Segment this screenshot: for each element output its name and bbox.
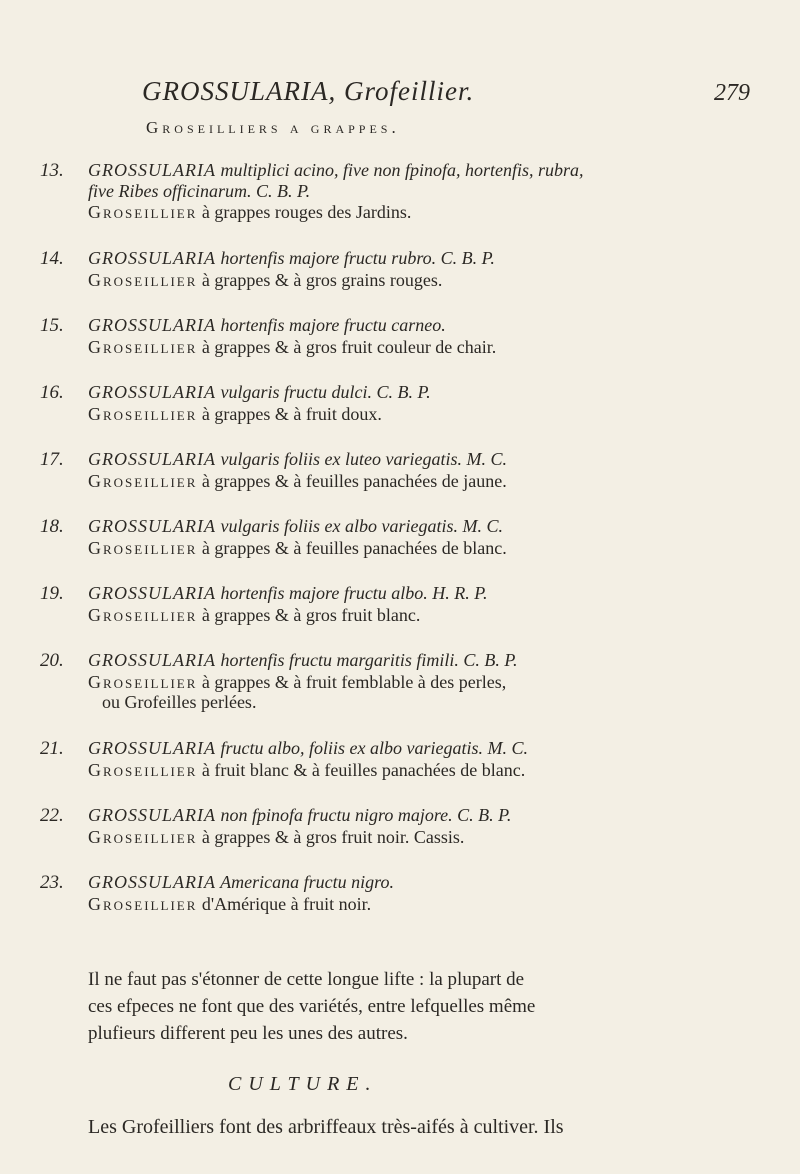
entry-list	[40, 160, 780, 939]
french-caps: Groseillier	[88, 270, 198, 290]
latin-genus: GROSSULARIA	[88, 805, 216, 825]
french-caps: Groseillier	[88, 538, 198, 558]
french-name	[88, 202, 778, 222]
french-name	[88, 471, 778, 491]
latin-description: hortenfis majore fructu albo. H. R. P.	[220, 583, 488, 603]
latin-name	[88, 738, 778, 758]
latin-name	[88, 650, 778, 670]
latin-name	[88, 160, 778, 180]
french-caps: Groseillier	[88, 337, 198, 357]
page-number: 279	[714, 80, 750, 106]
latin-description: hortenfis majore fructu rubro. C. B. P.	[220, 248, 495, 268]
latin-genus: GROSSULARIA	[88, 583, 216, 603]
entry-15	[40, 315, 780, 382]
latin-description: multiplici acino, five non fpinofa, hortenfis, rubra,	[220, 160, 584, 180]
french-description: à grappes & à gros fruit blanc.	[201, 605, 421, 625]
latin-genus: GROSSULARIA	[88, 160, 216, 180]
latin-name-cont: five Ribes officinarum. C. B. P.	[88, 181, 311, 201]
entry-number: 13.	[40, 160, 64, 181]
french-name	[88, 337, 778, 357]
latin-description: vulgaris fructu dulci. C. B. P.	[220, 382, 431, 402]
french-name	[88, 672, 778, 692]
latin-description: non fpinofa fructu nigro majore. C. B. P.	[220, 805, 512, 825]
entry-17	[40, 449, 780, 516]
latin-name	[88, 315, 778, 335]
entry-19	[40, 583, 780, 650]
latin-name	[88, 583, 778, 603]
entry-number: 17.	[40, 449, 64, 470]
entry-21	[40, 738, 780, 805]
latin-genus: GROSSULARIA	[88, 738, 216, 758]
entry-number: 15.	[40, 315, 64, 336]
section-title: Groseilliers a grappes.	[146, 118, 400, 137]
entry-18	[40, 516, 780, 583]
latin-description: Americana fructu nigro.	[220, 872, 394, 892]
french-name	[88, 538, 778, 558]
latin-description: hortenfis fructu margaritis fimili. C. B. P.	[220, 650, 518, 670]
entry-number: 23.	[40, 872, 64, 893]
latin-name	[88, 872, 778, 892]
culture-heading: CULTURE.	[228, 1073, 378, 1095]
latin-genus: GROSSULARIA	[88, 248, 216, 268]
latin-genus: GROSSULARIA	[88, 449, 216, 469]
french-description: à grappes & à fruit doux.	[201, 404, 382, 424]
entry-number: 14.	[40, 248, 64, 269]
french-name	[88, 827, 778, 847]
latin-name	[88, 382, 778, 402]
entry-14	[40, 248, 780, 315]
french-description: à grappes & à feuilles panachées de jaune.	[201, 471, 507, 491]
french-name	[88, 605, 778, 625]
closing-line: Les Grofeilliers font des arbriffeaux très-aifés à cultiver. Ils	[88, 1116, 564, 1138]
french-name-cont: ou Grofeilles perlées.	[102, 692, 257, 712]
french-description: à grappes & à feuilles panachées de blanc.	[201, 538, 507, 558]
french-name	[88, 404, 778, 424]
french-caps: Groseillier	[88, 760, 198, 780]
latin-genus: GROSSULARIA	[88, 382, 216, 402]
french-caps: Groseillier	[88, 894, 198, 914]
french-caps: Groseillier	[88, 404, 198, 424]
paragraph-line: ces efpeces ne font que des variétés, entre lefquelles même	[88, 996, 536, 1017]
entry-23	[40, 872, 780, 939]
entry-number: 22.	[40, 805, 64, 826]
french-description: à grappes & à gros fruit noir. Cassis.	[201, 827, 465, 847]
latin-genus: GROSSULARIA	[88, 516, 216, 536]
entry-number: 18.	[40, 516, 64, 537]
latin-name	[88, 516, 778, 536]
entry-number: 19.	[40, 583, 64, 604]
latin-genus: GROSSULARIA	[88, 315, 216, 335]
entry-number: 20.	[40, 650, 64, 671]
french-description: à fruit blanc & à feuilles panachées de blanc.	[201, 760, 526, 780]
latin-description: fructu albo, foliis ex albo variegatis. M. C.	[220, 738, 528, 758]
latin-description: vulgaris foliis ex luteo variegatis. M. C.	[220, 449, 507, 469]
entry-13	[40, 160, 780, 248]
french-description: à grappes & à fruit femblable à des perles,	[201, 672, 507, 692]
latin-name	[88, 805, 778, 825]
french-name	[88, 760, 778, 780]
latin-genus: GROSSULARIA	[88, 872, 216, 892]
paragraph-line: Il ne faut pas s'étonner de cette longue lifte : la plupart de	[88, 969, 525, 990]
french-description: d'Amérique à fruit noir.	[201, 894, 372, 914]
entry-number: 16.	[40, 382, 64, 403]
french-caps: Groseillier	[88, 827, 198, 847]
entry-20	[40, 650, 780, 738]
entry-16	[40, 382, 780, 449]
latin-description: vulgaris foliis ex albo variegatis. M. C.	[220, 516, 503, 536]
latin-description: hortenfis majore fructu carneo.	[220, 315, 446, 335]
entry-number: 21.	[40, 738, 64, 759]
running-head: GROSSULARIA, Grofeillier.	[142, 76, 475, 106]
body-paragraph	[88, 966, 748, 1047]
french-name	[88, 270, 778, 290]
paragraph-line: plufieurs different peu les unes des autres.	[88, 1023, 408, 1044]
french-description: à grappes & à gros fruit couleur de chair.	[201, 337, 497, 357]
french-caps: Groseillier	[88, 605, 198, 625]
entry-22	[40, 805, 780, 872]
french-name	[88, 894, 778, 914]
latin-name	[88, 248, 778, 268]
french-description: à grappes rouges des Jardins.	[201, 202, 412, 222]
french-caps: Groseillier	[88, 202, 198, 222]
french-description: à grappes & à gros grains rouges.	[201, 270, 443, 290]
french-caps: Groseillier	[88, 672, 198, 692]
latin-name	[88, 449, 778, 469]
french-caps: Groseillier	[88, 471, 198, 491]
latin-genus: GROSSULARIA	[88, 650, 216, 670]
